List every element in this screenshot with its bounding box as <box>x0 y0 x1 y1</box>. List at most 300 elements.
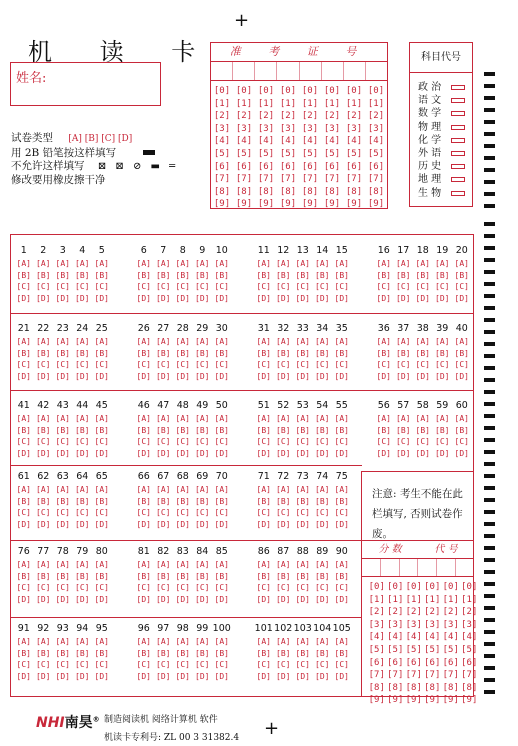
answer-bubble[interactable]: [D] <box>16 594 31 604</box>
answer-bubble[interactable]: [D] <box>295 293 310 303</box>
exam-id-bubble[interactable]: [7] <box>213 174 231 185</box>
answer-bubble[interactable]: [B] <box>75 496 90 506</box>
exam-id-bubble[interactable]: [7] <box>345 174 363 185</box>
answer-bubble[interactable]: [B] <box>136 648 151 658</box>
answer-bubble[interactable]: [A] <box>334 337 349 346</box>
answer-bubble[interactable]: [D] <box>415 448 430 458</box>
answer-bubble[interactable]: [B] <box>94 270 109 280</box>
answer-bubble[interactable]: [C] <box>295 660 310 669</box>
answer-bubble[interactable]: [B] <box>415 425 430 435</box>
answer-bubble[interactable]: [D] <box>16 448 31 458</box>
exam-id-bubble[interactable]: [1] <box>301 98 319 109</box>
answer-bubble[interactable]: [B] <box>94 648 109 658</box>
answer-bubble[interactable]: [A] <box>315 485 330 494</box>
exam-id-bubble[interactable]: [4] <box>323 136 341 147</box>
answer-bubble[interactable]: [A] <box>276 414 291 423</box>
exam-id-write-cell[interactable] <box>255 62 277 80</box>
answer-bubble[interactable]: [A] <box>214 337 229 346</box>
exam-id-bubble[interactable]: [4] <box>345 136 363 147</box>
exam-id-bubble[interactable]: [4] <box>213 136 231 147</box>
exam-id-bubble[interactable]: [0] <box>279 86 297 96</box>
answer-bubble[interactable]: [B] <box>295 496 310 506</box>
answer-bubble[interactable]: [C] <box>175 360 190 369</box>
answer-bubble[interactable]: [B] <box>195 270 210 280</box>
answer-bubble[interactable]: [C] <box>16 508 31 517</box>
answer-bubble[interactable]: [C] <box>94 282 109 291</box>
answer-bubble[interactable]: [B] <box>16 648 31 658</box>
answer-bubble[interactable]: [C] <box>315 437 330 446</box>
exam-id-bubble[interactable]: [9] <box>213 199 231 210</box>
answer-bubble[interactable]: [B] <box>55 425 70 435</box>
answer-bubble[interactable]: [A] <box>315 414 330 423</box>
answer-bubble[interactable]: [D] <box>214 671 229 681</box>
exam-id-bubble[interactable]: [2] <box>323 111 341 122</box>
answer-bubble[interactable]: [A] <box>256 414 271 423</box>
exam-id-bubble[interactable]: [5] <box>213 148 231 159</box>
answer-bubble[interactable]: [D] <box>295 671 310 681</box>
answer-bubble[interactable]: [D] <box>156 371 171 381</box>
answer-bubble[interactable]: [D] <box>156 671 171 681</box>
answer-bubble[interactable]: [A] <box>256 485 271 494</box>
answer-bubble[interactable]: [D] <box>256 594 271 604</box>
answer-bubble[interactable]: [B] <box>334 425 349 435</box>
answer-bubble[interactable]: [C] <box>156 583 171 592</box>
answer-bubble[interactable]: [D] <box>276 293 291 303</box>
answer-bubble[interactable]: [B] <box>16 425 31 435</box>
exam-id-bubble[interactable]: [8] <box>323 186 341 197</box>
answer-bubble[interactable]: [D] <box>315 519 330 529</box>
exam-id-bubble[interactable]: [3] <box>367 123 385 134</box>
answer-bubble[interactable]: [A] <box>16 485 31 494</box>
answer-bubble[interactable]: [C] <box>136 508 151 517</box>
answer-bubble[interactable]: [B] <box>396 270 411 280</box>
answer-bubble[interactable]: [A] <box>36 485 51 494</box>
answer-bubble[interactable]: [B] <box>16 496 31 506</box>
exam-id-bubble[interactable]: [6] <box>279 161 297 172</box>
exam-id-bubble[interactable]: [5] <box>257 148 275 159</box>
answer-bubble[interactable]: [B] <box>195 348 210 358</box>
answer-bubble[interactable]: [D] <box>55 519 70 529</box>
answer-bubble[interactable]: [D] <box>75 448 90 458</box>
answer-bubble[interactable]: [A] <box>94 337 109 346</box>
answer-bubble[interactable]: [D] <box>435 293 450 303</box>
exam-id-bubble[interactable]: [8] <box>213 186 231 197</box>
answer-bubble[interactable]: [C] <box>295 282 310 291</box>
answer-bubble[interactable]: [C] <box>136 583 151 592</box>
answer-bubble[interactable]: [C] <box>214 660 229 669</box>
answer-bubble[interactable]: [A] <box>276 637 291 646</box>
answer-bubble[interactable]: [A] <box>55 259 70 268</box>
answer-bubble[interactable]: [A] <box>415 414 430 423</box>
answer-bubble[interactable]: [A] <box>156 259 171 268</box>
answer-bubble[interactable]: [D] <box>175 671 190 681</box>
answer-bubble[interactable]: [B] <box>214 348 229 358</box>
answer-bubble[interactable]: [A] <box>16 414 31 423</box>
answer-bubble[interactable]: [A] <box>175 485 190 494</box>
answer-bubble[interactable]: [B] <box>415 270 430 280</box>
answer-bubble[interactable]: [D] <box>315 293 330 303</box>
exam-id-bubble[interactable]: [0] <box>323 86 341 96</box>
subject-bubble[interactable] <box>451 151 465 156</box>
exam-id-bubble[interactable]: [5] <box>367 148 385 159</box>
answer-bubble[interactable]: [A] <box>334 414 349 423</box>
answer-bubble[interactable]: [B] <box>415 348 430 358</box>
answer-bubble[interactable]: [A] <box>156 337 171 346</box>
answer-bubble[interactable]: [B] <box>256 571 271 581</box>
answer-bubble[interactable]: [B] <box>94 571 109 581</box>
answer-bubble[interactable]: [B] <box>175 348 190 358</box>
answer-bubble[interactable]: [C] <box>195 282 210 291</box>
exam-id-bubble[interactable]: [9] <box>323 199 341 210</box>
answer-bubble[interactable]: [D] <box>94 671 109 681</box>
answer-bubble[interactable]: [D] <box>156 594 171 604</box>
answer-bubble[interactable]: [A] <box>256 337 271 346</box>
answer-bubble[interactable]: [B] <box>276 425 291 435</box>
answer-bubble[interactable]: [C] <box>94 360 109 369</box>
answer-bubble[interactable]: [B] <box>36 648 51 658</box>
answer-bubble[interactable]: [C] <box>36 360 51 369</box>
answer-bubble[interactable]: [D] <box>214 371 229 381</box>
answer-bubble[interactable]: [A] <box>214 560 229 569</box>
answer-bubble[interactable]: [A] <box>334 560 349 569</box>
answer-bubble[interactable]: [C] <box>315 282 330 291</box>
answer-bubble[interactable]: [A] <box>256 637 271 646</box>
subject-bubble[interactable] <box>451 98 465 103</box>
answer-bubble[interactable]: [B] <box>276 571 291 581</box>
answer-bubble[interactable]: [D] <box>136 594 151 604</box>
answer-bubble[interactable]: [C] <box>276 437 291 446</box>
answer-bubble[interactable]: [B] <box>214 571 229 581</box>
answer-bubble[interactable]: [C] <box>396 282 411 291</box>
answer-bubble[interactable]: [B] <box>315 348 330 358</box>
answer-bubble[interactable]: [B] <box>175 425 190 435</box>
answer-bubble[interactable]: [B] <box>276 648 291 658</box>
answer-bubble[interactable]: [B] <box>376 425 391 435</box>
exam-id-bubble[interactable]: [7] <box>367 174 385 185</box>
answer-bubble[interactable]: [A] <box>295 337 310 346</box>
answer-bubble[interactable]: [B] <box>214 425 229 435</box>
answer-bubble[interactable]: [D] <box>75 594 90 604</box>
exam-id-bubble[interactable]: [3] <box>345 123 363 134</box>
exam-id-write-cell[interactable] <box>277 62 299 80</box>
answer-bubble[interactable]: [D] <box>214 448 229 458</box>
answer-bubble[interactable]: [D] <box>136 448 151 458</box>
answer-bubble[interactable]: [A] <box>295 560 310 569</box>
exam-id-bubble[interactable]: [8] <box>345 186 363 197</box>
answer-bubble[interactable]: [A] <box>415 337 430 346</box>
exam-id-write-cell[interactable] <box>211 62 233 80</box>
answer-bubble[interactable]: [B] <box>454 348 469 358</box>
exam-id-bubble[interactable]: [5] <box>235 148 253 159</box>
answer-bubble[interactable]: [A] <box>175 560 190 569</box>
answer-bubble[interactable]: [B] <box>36 348 51 358</box>
answer-bubble[interactable]: [A] <box>55 637 70 646</box>
exam-id-bubble[interactable]: [6] <box>213 161 231 172</box>
answer-bubble[interactable]: [D] <box>256 448 271 458</box>
exam-id-bubble[interactable]: [2] <box>367 111 385 122</box>
answer-bubble[interactable]: [A] <box>55 337 70 346</box>
exam-id-bubble[interactable]: [9] <box>257 199 275 210</box>
answer-bubble[interactable]: [D] <box>256 519 271 529</box>
answer-bubble[interactable]: [D] <box>136 671 151 681</box>
answer-bubble[interactable]: [C] <box>396 360 411 369</box>
answer-bubble[interactable]: [C] <box>256 660 271 669</box>
answer-bubble[interactable]: [C] <box>55 437 70 446</box>
answer-bubble[interactable]: [B] <box>156 571 171 581</box>
answer-bubble[interactable]: [C] <box>454 282 469 291</box>
answer-bubble[interactable]: [B] <box>376 270 391 280</box>
answer-bubble[interactable]: [A] <box>454 414 469 423</box>
answer-bubble[interactable]: [B] <box>195 496 210 506</box>
answer-bubble[interactable]: [B] <box>175 270 190 280</box>
answer-bubble[interactable]: [A] <box>435 337 450 346</box>
answer-bubble[interactable]: [A] <box>214 259 229 268</box>
answer-bubble[interactable]: [B] <box>55 270 70 280</box>
answer-bubble[interactable]: [D] <box>396 448 411 458</box>
answer-bubble[interactable]: [A] <box>295 414 310 423</box>
answer-bubble[interactable]: [C] <box>94 583 109 592</box>
answer-bubble[interactable]: [A] <box>435 414 450 423</box>
answer-bubble[interactable]: [C] <box>36 583 51 592</box>
answer-bubble[interactable]: [B] <box>55 571 70 581</box>
answer-bubble[interactable]: [B] <box>315 571 330 581</box>
answer-bubble[interactable]: [C] <box>16 282 31 291</box>
exam-id-bubble[interactable]: [9] <box>279 199 297 210</box>
answer-bubble[interactable]: [D] <box>36 594 51 604</box>
answer-bubble[interactable]: [B] <box>195 571 210 581</box>
answer-bubble[interactable]: [D] <box>75 519 90 529</box>
answer-bubble[interactable]: [C] <box>295 360 310 369</box>
answer-bubble[interactable]: [B] <box>75 648 90 658</box>
answer-bubble[interactable]: [A] <box>214 414 229 423</box>
answer-bubble[interactable]: [A] <box>396 259 411 268</box>
answer-bubble[interactable]: [C] <box>175 437 190 446</box>
exam-id-bubble[interactable]: [4] <box>367 136 385 147</box>
exam-id-bubble[interactable]: [0] <box>257 86 275 96</box>
answer-bubble[interactable]: [D] <box>75 371 90 381</box>
exam-id-bubble[interactable]: [1] <box>345 98 363 109</box>
answer-bubble[interactable]: [C] <box>136 660 151 669</box>
answer-bubble[interactable]: [A] <box>175 259 190 268</box>
answer-bubble[interactable]: [A] <box>16 259 31 268</box>
exam-id-bubble[interactable]: [2] <box>235 111 253 122</box>
answer-bubble[interactable]: [C] <box>276 360 291 369</box>
exam-id-bubble[interactable]: [5] <box>323 148 341 159</box>
answer-bubble[interactable]: [C] <box>276 583 291 592</box>
answer-bubble[interactable]: [C] <box>94 660 109 669</box>
answer-bubble[interactable]: [D] <box>334 448 349 458</box>
answer-bubble[interactable]: [D] <box>256 371 271 381</box>
answer-bubble[interactable]: [D] <box>276 371 291 381</box>
exam-id-bubble[interactable]: [3] <box>257 123 275 134</box>
answer-bubble[interactable]: [A] <box>136 485 151 494</box>
exam-id-bubble[interactable]: [7] <box>279 174 297 185</box>
answer-bubble[interactable]: [B] <box>276 270 291 280</box>
answer-bubble[interactable]: [C] <box>36 508 51 517</box>
answer-bubble[interactable]: [D] <box>396 293 411 303</box>
answer-bubble[interactable]: [B] <box>276 496 291 506</box>
exam-id-bubble[interactable]: [4] <box>235 136 253 147</box>
answer-bubble[interactable]: [B] <box>156 425 171 435</box>
answer-bubble[interactable]: [A] <box>75 485 90 494</box>
exam-id-bubble[interactable]: [5] <box>345 148 363 159</box>
answer-bubble[interactable]: [D] <box>276 519 291 529</box>
answer-bubble[interactable]: [D] <box>276 594 291 604</box>
answer-bubble[interactable]: [C] <box>295 583 310 592</box>
answer-bubble[interactable]: [A] <box>36 637 51 646</box>
answer-bubble[interactable]: [A] <box>156 637 171 646</box>
answer-bubble[interactable]: [D] <box>175 293 190 303</box>
answer-bubble[interactable]: [B] <box>315 270 330 280</box>
answer-bubble[interactable]: [C] <box>156 360 171 369</box>
exam-id-bubble[interactable]: [9] <box>345 199 363 210</box>
exam-id-bubble[interactable]: [1] <box>235 98 253 109</box>
answer-bubble[interactable]: [B] <box>454 425 469 435</box>
answer-bubble[interactable]: [B] <box>175 571 190 581</box>
answer-bubble[interactable]: [A] <box>55 560 70 569</box>
answer-bubble[interactable]: [A] <box>276 485 291 494</box>
exam-id-bubble[interactable]: [0] <box>213 86 231 96</box>
exam-id-bubble[interactable]: [3] <box>213 123 231 134</box>
answer-bubble[interactable]: [C] <box>75 360 90 369</box>
answer-bubble[interactable]: [B] <box>136 425 151 435</box>
answer-bubble[interactable]: [C] <box>334 282 349 291</box>
answer-bubble[interactable]: [C] <box>435 437 450 446</box>
answer-bubble[interactable]: [B] <box>156 348 171 358</box>
answer-bubble[interactable]: [A] <box>315 637 330 646</box>
exam-id-write-cell[interactable] <box>344 62 366 80</box>
exam-id-bubble[interactable]: [2] <box>301 111 319 122</box>
answer-bubble[interactable]: [D] <box>55 293 70 303</box>
answer-bubble[interactable]: [D] <box>334 371 349 381</box>
exam-id-bubble[interactable]: [2] <box>345 111 363 122</box>
answer-bubble[interactable]: [A] <box>334 259 349 268</box>
answer-bubble[interactable]: [D] <box>376 293 391 303</box>
answer-bubble[interactable]: [D] <box>315 448 330 458</box>
subject-bubble[interactable] <box>451 125 465 130</box>
answer-bubble[interactable]: [B] <box>256 348 271 358</box>
answer-bubble[interactable]: [A] <box>175 637 190 646</box>
answer-bubble[interactable]: [A] <box>136 414 151 423</box>
answer-bubble[interactable]: [C] <box>315 508 330 517</box>
answer-bubble[interactable]: [C] <box>334 660 349 669</box>
answer-bubble[interactable]: [C] <box>75 583 90 592</box>
answer-bubble[interactable]: [C] <box>315 660 330 669</box>
answer-bubble[interactable]: [C] <box>454 360 469 369</box>
answer-bubble[interactable]: [A] <box>334 485 349 494</box>
answer-bubble[interactable]: [B] <box>435 270 450 280</box>
answer-bubble[interactable]: [B] <box>256 648 271 658</box>
answer-bubble[interactable]: [D] <box>175 371 190 381</box>
answer-bubble[interactable]: [B] <box>75 425 90 435</box>
answer-bubble[interactable]: [A] <box>36 259 51 268</box>
answer-bubble[interactable]: [A] <box>454 337 469 346</box>
answer-bubble[interactable]: [C] <box>334 360 349 369</box>
answer-bubble[interactable]: [C] <box>376 437 391 446</box>
exam-id-bubble[interactable]: [1] <box>323 98 341 109</box>
answer-bubble[interactable]: [D] <box>55 371 70 381</box>
answer-bubble[interactable]: [C] <box>55 583 70 592</box>
answer-bubble[interactable]: [A] <box>156 560 171 569</box>
answer-bubble[interactable]: [D] <box>156 293 171 303</box>
subject-bubble[interactable] <box>451 164 465 169</box>
answer-bubble[interactable]: [C] <box>376 282 391 291</box>
answer-bubble[interactable]: [D] <box>156 448 171 458</box>
answer-bubble[interactable]: [D] <box>136 293 151 303</box>
answer-bubble[interactable]: [D] <box>36 371 51 381</box>
answer-bubble[interactable]: [C] <box>175 583 190 592</box>
answer-bubble[interactable]: [C] <box>195 437 210 446</box>
answer-bubble[interactable]: [D] <box>214 519 229 529</box>
answer-bubble[interactable]: [A] <box>276 259 291 268</box>
subject-bubble[interactable] <box>451 191 465 196</box>
exam-id-bubble[interactable]: [6] <box>257 161 275 172</box>
subject-bubble[interactable] <box>451 111 465 116</box>
exam-id-bubble[interactable]: [2] <box>213 111 231 122</box>
subject-bubble[interactable] <box>451 177 465 182</box>
answer-bubble[interactable]: [D] <box>94 448 109 458</box>
exam-id-bubble[interactable]: [1] <box>213 98 231 109</box>
answer-bubble[interactable]: [B] <box>295 648 310 658</box>
answer-bubble[interactable]: [B] <box>156 270 171 280</box>
answer-bubble[interactable]: [A] <box>75 637 90 646</box>
answer-bubble[interactable]: [A] <box>156 414 171 423</box>
answer-bubble[interactable]: [A] <box>36 560 51 569</box>
exam-id-bubble[interactable]: [5] <box>301 148 319 159</box>
answer-bubble[interactable]: [D] <box>195 671 210 681</box>
exam-id-bubble[interactable]: [7] <box>257 174 275 185</box>
answer-bubble[interactable]: [D] <box>334 293 349 303</box>
answer-bubble[interactable]: [A] <box>94 637 109 646</box>
answer-bubble[interactable]: [A] <box>94 485 109 494</box>
answer-bubble[interactable]: [D] <box>136 519 151 529</box>
exam-id-bubble[interactable]: [6] <box>323 161 341 172</box>
answer-bubble[interactable]: [B] <box>214 648 229 658</box>
answer-bubble[interactable]: [C] <box>156 508 171 517</box>
answer-bubble[interactable]: [A] <box>435 259 450 268</box>
answer-bubble[interactable]: [C] <box>16 660 31 669</box>
answer-bubble[interactable]: [B] <box>175 496 190 506</box>
answer-bubble[interactable]: [C] <box>256 282 271 291</box>
exam-id-bubble[interactable]: [3] <box>323 123 341 134</box>
answer-bubble[interactable]: [C] <box>435 360 450 369</box>
exam-id-bubble[interactable]: [4] <box>279 136 297 147</box>
answer-bubble[interactable]: [C] <box>334 508 349 517</box>
answer-bubble[interactable]: [C] <box>175 508 190 517</box>
answer-bubble[interactable]: [B] <box>315 496 330 506</box>
answer-bubble[interactable]: [B] <box>295 348 310 358</box>
answer-bubble[interactable]: [A] <box>75 560 90 569</box>
answer-bubble[interactable]: [D] <box>315 594 330 604</box>
answer-bubble[interactable]: [B] <box>396 425 411 435</box>
answer-bubble[interactable]: [B] <box>214 496 229 506</box>
answer-bubble[interactable]: [C] <box>75 437 90 446</box>
answer-bubble[interactable]: [A] <box>16 337 31 346</box>
answer-bubble[interactable]: [A] <box>75 259 90 268</box>
answer-bubble[interactable]: [D] <box>334 594 349 604</box>
answer-bubble[interactable]: [B] <box>334 348 349 358</box>
answer-bubble[interactable]: [B] <box>334 571 349 581</box>
answer-bubble[interactable]: [D] <box>315 371 330 381</box>
answer-bubble[interactable]: [D] <box>256 293 271 303</box>
answer-bubble[interactable]: [C] <box>195 583 210 592</box>
answer-bubble[interactable]: [A] <box>16 560 31 569</box>
exam-id-bubble[interactable]: [1] <box>257 98 275 109</box>
answer-bubble[interactable]: [C] <box>415 437 430 446</box>
answer-bubble[interactable]: [B] <box>36 571 51 581</box>
answer-bubble[interactable]: [D] <box>295 371 310 381</box>
answer-bubble[interactable]: [B] <box>94 348 109 358</box>
